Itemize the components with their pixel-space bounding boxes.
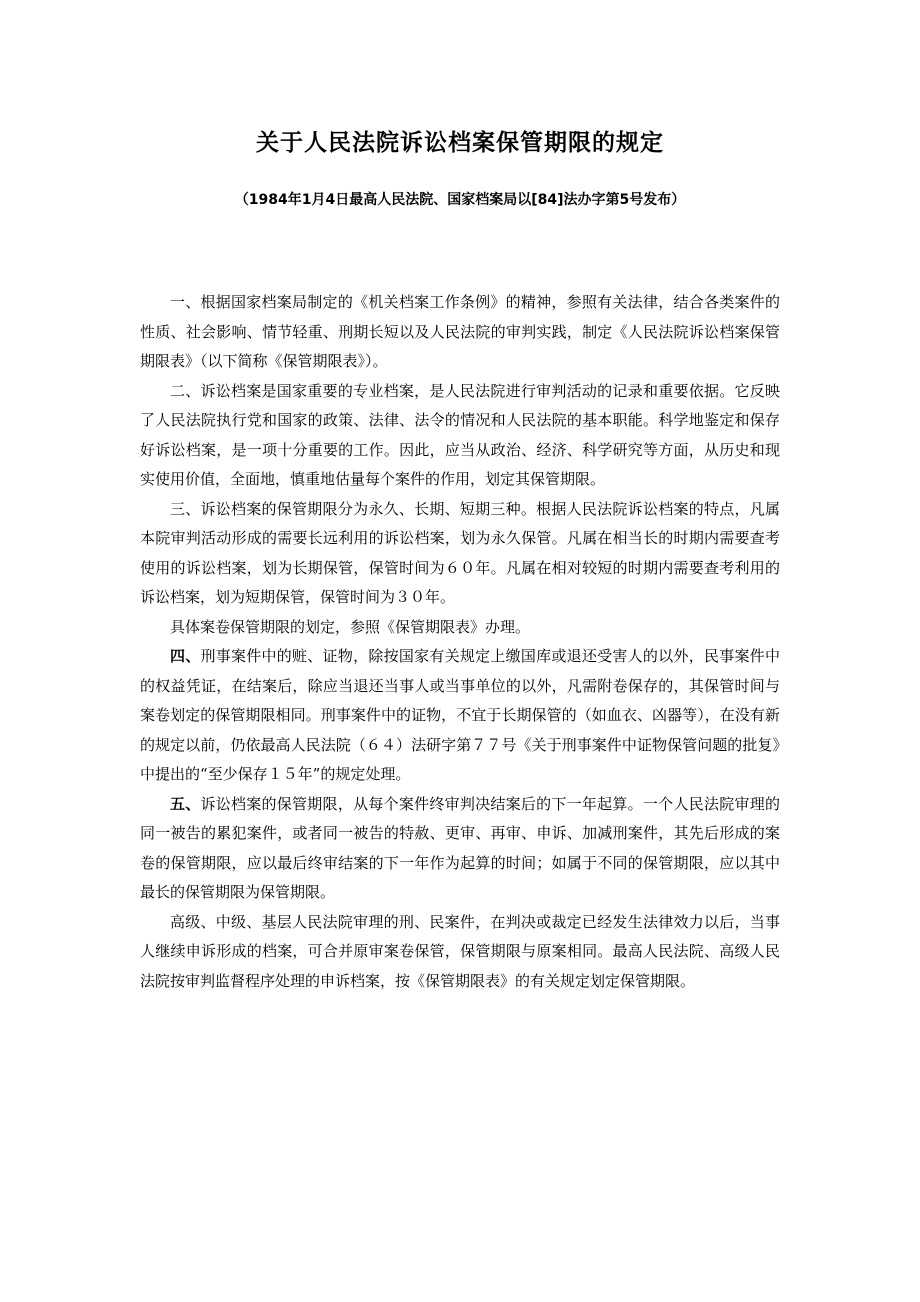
paragraph-1: 一、根据国家档案局制定的《机关档案工作条例》的精神，参照有关法律，结合各类案件的性质、社会影响、情节轻重、刑期长短以及人民法院的审判实践，制定《人民法院诉讼档案保管期限表》（以下简称《保管期限表》）。 bbox=[140, 293, 780, 370]
paragraph-3: 三、诉讼档案的保管期限分为永久、长期、短期三种。根据人民法院诉讼档案的特点，凡属本院审判活动形成的需要长远利用的诉讼档案，划为永久保管。凡属在相当长的时期内需要查考使用的诉讼档案，划为长期保管，保管时间为６０年。凡属在相对较短的时期内需要查考利用的诉讼档案，划为短期保管，保管时间为３０年。 bbox=[140, 499, 780, 606]
paragraph-4: 四、刑事案件中的赃、证物，除按国家有关规定上缴国库或退还受害人的以外，民事案件中的权益凭证，在结案后，除应当退还当事人或当事单位的以外，凡需附卷保存的，其保管时间与案卷划定的保管期限相同。刑事案件中的证物，不宜于长期保管的（如血衣、凶器等），在没有新的规定以前，仍依最高人民法院（６４）法研字第７７号《关于刑事案件中证物保管问题的批复》中提出的“至少保存１５年”的规定处理。 bbox=[140, 647, 780, 783]
document-body bbox=[140, 288, 780, 996]
paragraph-3-note: 具体案卷保管期限的划定，参照《保管期限表》办理。 bbox=[170, 617, 531, 636]
paragraph-5-note: 高级、中级、基层人民法院审理的刑、民案件，在判决或裁定已经发生法律效力以后，当事人继续申诉形成的档案，可合并原审案卷保管，保管期限与原案相同。最高人民法院、高级人民法院按审判监督程序处理的申诉档案，按《保管期限表》的有关规定划定保管期限。 bbox=[140, 912, 780, 990]
paragraph-2: 二、诉讼档案是国家重要的专业档案，是人民法院进行审判活动的记录和重要依据。它反映了人民法院执行党和国家的政策、法律、法令的情况和人民法院的基本职能。科学地鉴定和保存好诉讼档案，是一项十分重要的工作。因此，应当从政治、经济、科学研究等方面，从历史和现实使用价值，全面地，慎重地估量每个案件的作用，划定其保管期限。 bbox=[140, 381, 780, 488]
document-title: 关于人民法院诉讼档案保管期限的规定 bbox=[256, 130, 664, 156]
document-subtitle: （1984年1月4日最高人民法院、国家档案局以[84]法办字第5号发布） bbox=[234, 192, 686, 208]
paragraph-5: 五、诉讼档案的保管期限，从每个案件终审判决结案后的下一年起算。一个人民法院审理的同一被告的累犯案件，或者同一被告的特赦、更审、再审、申诉、加减刑案件，其先后形成的案卷的保管期限，应以最后终审结案的下一年作为起算的时间；如属于不同的保管期限，应以其中最长的保管期限为保管期限。 bbox=[140, 794, 780, 901]
